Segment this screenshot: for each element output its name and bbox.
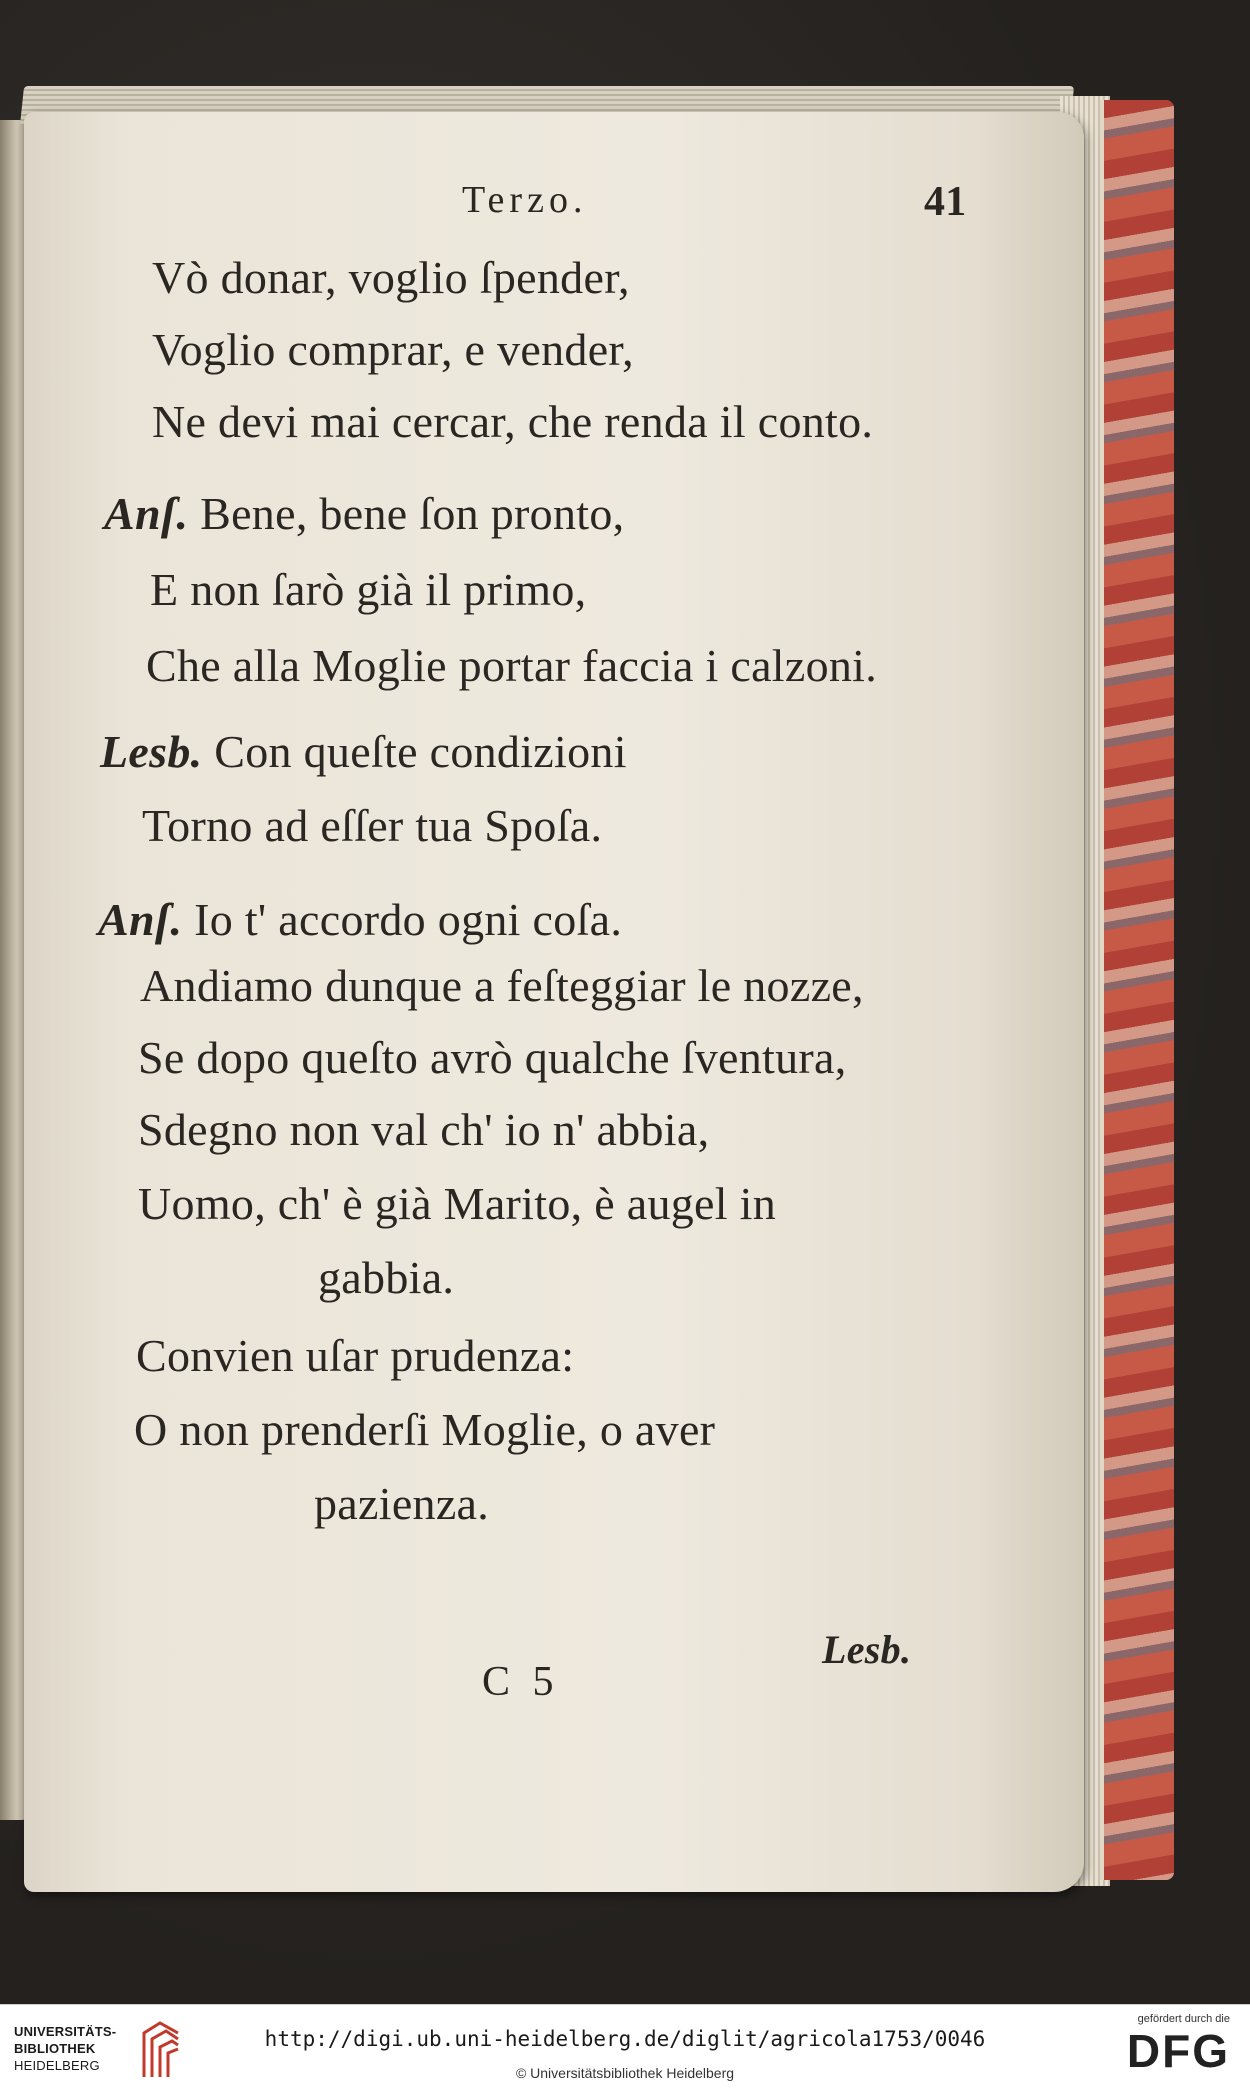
verse-line: Uomo, ch' è già Marito, è augel in [138,1178,777,1229]
verse-line: Lesb. Con queſte condizioni [100,726,627,777]
viewer-footer [0,2004,1250,2095]
verse-line: Voglio comprar, e vender, [152,324,634,375]
copyright-notice: © Universitätsbibliothek Heidelberg [515,2065,735,2081]
verse-line: Torno ad eſſer tua Spoſa. [142,800,603,851]
verse-line: Anſ. Bene, bene ſon pronto, [104,488,625,539]
verse-line: gabbia. [318,1252,455,1303]
verse-line: O non prenderſi Moglie, o aver [134,1404,716,1455]
verse-line: Ne devi mai cercar, che renda il conto. [152,396,874,447]
page-number: 41 [924,179,967,225]
page-text [24,112,1084,1892]
verse-line: Se dopo queſto avrò qualche ſventura, [138,1032,847,1083]
verse-line: pazienza. [314,1478,490,1529]
verse-line: Anſ. Io t' accordo ogni coſa. [98,894,623,945]
speaker-label: Anſ. [104,488,189,539]
funder-text: gefördert durch die [1137,2013,1230,2025]
marbled-fore-edge [1100,100,1174,1880]
permalink-url[interactable]: http://digi.ub.uni-heidelberg.de/diglit/agricola1753/0046 [264,2027,986,2051]
verse-line: Che alla Moglie portar faccia i calzoni. [146,640,878,691]
running-head: Terzo. [462,179,588,221]
speaker-label: Anſ. [98,894,183,945]
verse-line: Convien uſar prudenza: [136,1330,575,1381]
verse-line: Andiamo dunque a feſteggiar le nozze, [140,960,864,1011]
verse-line: E non ſarò già il primo, [150,564,587,615]
book-page [24,112,1084,1892]
dfg-logo[interactable] [1090,2013,1230,2089]
logo-line: BIBLIOTHEK [14,2041,96,2056]
catchword: Lesb. [822,1627,912,1672]
logo-line: UNIVERSITÄTS- [14,2024,117,2039]
verse-line: Vò donar, voglio ſpender, [152,252,630,303]
dfg-mark: DFG [1126,2025,1230,2077]
signature-mark: C 5 [482,1659,560,1705]
verse-line: Sdegno non val ch' io n' abbia, [138,1104,710,1155]
speaker-label: Lesb. [100,726,203,777]
logo-line: HEIDELBERG [14,2058,100,2073]
